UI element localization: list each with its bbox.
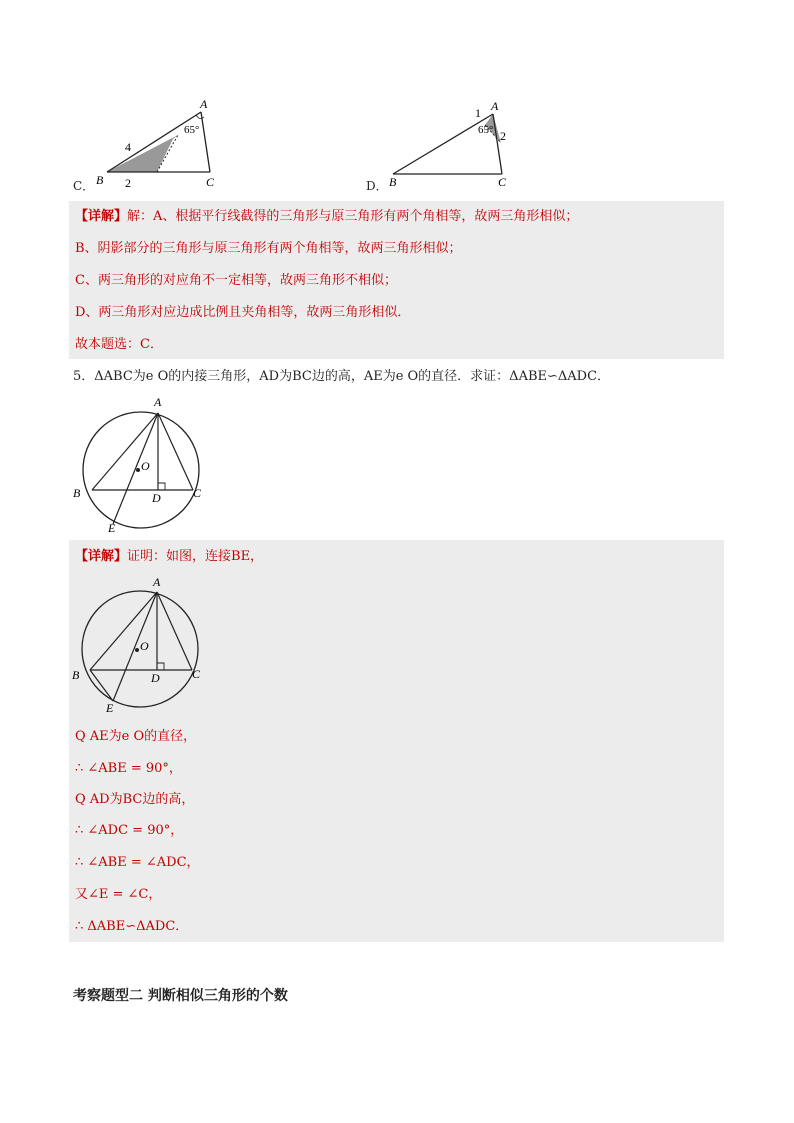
point-o-label: O (141, 459, 150, 473)
option-c-label: C． (73, 179, 95, 193)
circle-figure-question (70, 392, 210, 537)
point-b-label: B (72, 668, 80, 682)
solution-2-step-7: ∴ ΔABE∽ΔADC． (75, 919, 189, 934)
point-b-label: B (73, 486, 81, 500)
figure-option-d (365, 95, 525, 195)
side-label: 4 (125, 140, 131, 154)
circle-figure-solution (70, 572, 210, 717)
vertex-b-label: B (96, 173, 104, 187)
point-d-label: D (152, 491, 161, 505)
mark-1-label: 1 (475, 106, 481, 120)
point-c-label: C (192, 667, 201, 681)
vertex-b-label: B (389, 175, 397, 189)
point-e-label: E (108, 521, 116, 535)
solution-1-line-1: 【详解】解：A、根据平行线截得的三角形与原三角形有两个角相等，故两三角形相似； (75, 209, 579, 224)
solution-1-line-4: D、两三角形对应边成比例且夹角相等，故两三角形相似． (75, 305, 411, 320)
point-e-label: E (106, 701, 114, 715)
solution-2-step-5: ∴ ∠ABE = ∠ADC， (75, 855, 200, 870)
solution-1-line-3: C、两三角形的对应角不一定相等，故两三角形不相似； (75, 273, 397, 288)
point-c-label: C (193, 486, 202, 500)
vertex-c-label: C (498, 175, 507, 189)
angle-label: 65° (184, 124, 200, 136)
option-d-label: D． (366, 179, 388, 193)
solution-2-step-1: Q AE为e O的直径， (75, 729, 197, 744)
solution-2-step-4: ∴ ∠ADC = 90°， (75, 823, 184, 838)
detail-tag: 【详解】 (75, 209, 128, 224)
vertex-a-label: A (491, 99, 499, 113)
vertex-a-label: A (200, 97, 208, 111)
section-title: 考察题型二 判断相似三角形的个数 (73, 988, 288, 1004)
point-o-label: O (140, 639, 149, 653)
vertex-c-label: C (206, 175, 215, 189)
point-d-label: D (151, 671, 160, 685)
point-a-label: A (153, 575, 161, 589)
solution-2-intro: 【详解】证明：如图，连接BE， (75, 549, 264, 564)
mark-2-label: 2 (500, 129, 506, 143)
solution-2-step-2: ∴ ∠ABE = 90°， (75, 761, 182, 776)
point-a-label: A (154, 395, 162, 409)
solution-2-step-3: Q AD为BC边的高， (75, 792, 195, 807)
base-label: 2 (125, 176, 131, 190)
solution-2-step-6: 又∠E = ∠C， (75, 887, 162, 902)
question-5: 5．ΔABC为e O的内接三角形，AD为BC边的高，AE为e O的直径．求证：ΔABE∽ΔADC． (73, 369, 611, 384)
angle-label: 65° (478, 124, 494, 136)
solution-1-line-2: B、阴影部分的三角形与原三角形有两个角相等，故两三角形相似； (75, 241, 462, 256)
solution-1-line-5: 故本题选：C． (75, 337, 163, 352)
